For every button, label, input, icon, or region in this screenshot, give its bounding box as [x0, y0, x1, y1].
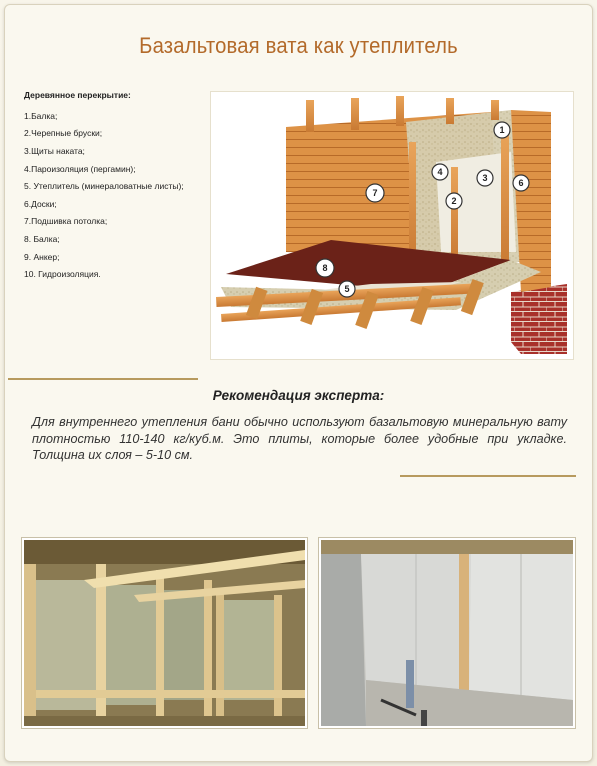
svg-text:4: 4 [437, 167, 443, 177]
expert-title: Рекомендация эксперта: [212, 388, 385, 403]
legend-item: 1.Балка; [24, 110, 58, 121]
svg-text:8: 8 [322, 263, 328, 273]
diagram-marker-3 [477, 170, 493, 186]
diagram-marker-4 [432, 164, 448, 180]
legend-item: 8. Балка; [24, 234, 60, 244]
diagram-illustration [211, 92, 573, 359]
legend-heading: Деревянное перекрытие: [24, 90, 131, 100]
legend [24, 90, 204, 287]
legend-item: 4.Пароизоляция (пергамин); [24, 163, 136, 174]
legend-item: 2.Черепные бруски; [24, 128, 103, 139]
legend-item: 6.Доски; [24, 198, 57, 209]
svg-text:1: 1 [499, 125, 505, 135]
diagram-marker-5 [339, 281, 355, 297]
expert-text: Для внутреннего утепления бани обычно используют базальтовую минеральную вату плотностью 110-140 кг/куб.м. Это плиты, которые более удобные при укладке. Толщина их слоя – 5-10 см. [32, 415, 567, 463]
diagram-marker-2 [446, 193, 462, 209]
diagram-marker-7 [366, 184, 384, 202]
divider [8, 378, 198, 380]
legend-item: 5. Утеплитель (минераловатные листы); [24, 181, 184, 192]
svg-text:5: 5 [344, 284, 350, 294]
svg-text:2: 2 [451, 196, 457, 206]
diagram-marker-1 [494, 122, 510, 138]
svg-text:7: 7 [372, 188, 378, 198]
svg-text:6: 6 [518, 178, 524, 188]
legend-item: 10. Гидроизоляция. [24, 269, 101, 280]
floor-structure-diagram [210, 91, 574, 360]
divider [400, 475, 576, 477]
page-title: Базальтовая вата как утеплитель [139, 33, 458, 58]
svg-text:3: 3 [482, 173, 488, 183]
photo-wall-insulation [22, 538, 307, 728]
legend-item: 3.Щиты наката; [24, 145, 85, 156]
photo-foil-insulation [319, 538, 575, 728]
legend-item: 7.Подшивка потолка; [24, 216, 108, 227]
diagram-marker-6 [513, 175, 529, 191]
legend-item: 9. Анкер; [24, 251, 60, 262]
diagram-marker-8 [316, 259, 334, 277]
